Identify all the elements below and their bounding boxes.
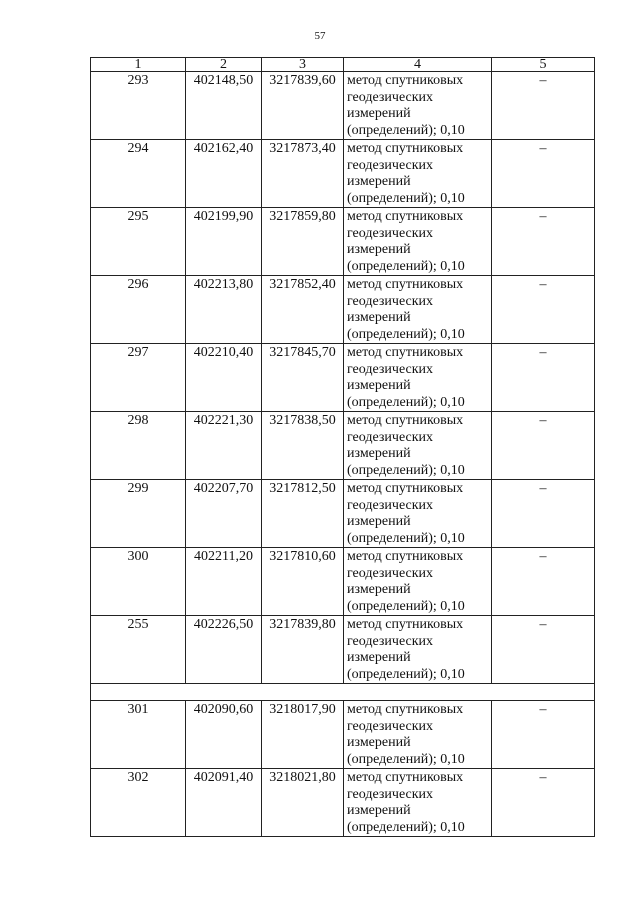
point-number-cell: 296 <box>91 276 186 344</box>
x-coordinate-cell: 402213,80 <box>186 276 262 344</box>
method-cell <box>344 276 492 344</box>
method-cell <box>344 701 492 769</box>
y-coordinate-cell: 3217839,80 <box>262 616 344 684</box>
table-row <box>91 548 595 616</box>
y-coordinate-cell: 3217839,60 <box>262 72 344 140</box>
column-header: 2 <box>186 58 262 72</box>
method-line: измерений <box>347 650 411 665</box>
method-line: метод спутниковых <box>347 549 464 564</box>
y-coordinate-cell: 3217838,50 <box>262 412 344 480</box>
point-number-cell: 301 <box>91 701 186 769</box>
method-line: измерений <box>347 242 411 257</box>
x-coordinate-cell: 402148,50 <box>186 72 262 140</box>
point-number-cell: 295 <box>91 208 186 276</box>
method-line: (определений); 0,10 <box>347 462 465 478</box>
note-cell: – <box>492 344 595 412</box>
note-cell: – <box>492 208 595 276</box>
note-cell: – <box>492 412 595 480</box>
table-row <box>91 344 595 412</box>
method-line: геодезических <box>347 565 434 581</box>
y-coordinate-cell: 3217810,60 <box>262 548 344 616</box>
point-number-cell: 294 <box>91 140 186 208</box>
note-cell: – <box>492 480 595 548</box>
point-number-cell: 302 <box>91 769 186 837</box>
method-cell <box>344 344 492 412</box>
table-row <box>91 480 595 548</box>
table-row <box>91 769 595 837</box>
x-coordinate-cell: 402162,40 <box>186 140 262 208</box>
table-row <box>91 616 595 684</box>
method-cell <box>344 140 492 208</box>
method-line: метод спутниковых <box>347 345 464 360</box>
table-row <box>91 701 595 769</box>
x-coordinate-cell: 402221,30 <box>186 412 262 480</box>
y-coordinate-cell: 3217845,70 <box>262 344 344 412</box>
method-line: метод спутниковых <box>347 481 464 496</box>
x-coordinate-cell: 402091,40 <box>186 769 262 837</box>
point-number-cell: 255 <box>91 616 186 684</box>
column-header: 3 <box>262 58 344 72</box>
note-cell: – <box>492 701 595 769</box>
y-coordinate-cell: 3217852,40 <box>262 276 344 344</box>
method-line: метод спутниковых <box>347 770 464 785</box>
method-line: (определений); 0,10 <box>347 326 465 342</box>
method-line: геодезических <box>347 633 434 649</box>
table-row <box>91 276 595 344</box>
method-cell <box>344 412 492 480</box>
method-line: геодезических <box>347 157 434 173</box>
method-line: геодезических <box>347 497 434 513</box>
x-coordinate-cell: 402226,50 <box>186 616 262 684</box>
table-row <box>91 412 595 480</box>
method-line: метод спутниковых <box>347 73 464 88</box>
method-line: измерений <box>347 106 411 121</box>
y-coordinate-cell: 3217812,50 <box>262 480 344 548</box>
point-number-cell: 297 <box>91 344 186 412</box>
note-cell: – <box>492 140 595 208</box>
table-row <box>91 72 595 140</box>
method-line: (определений); 0,10 <box>347 258 465 274</box>
x-coordinate-cell: 402199,90 <box>186 208 262 276</box>
y-coordinate-cell: 3217873,40 <box>262 140 344 208</box>
method-line: геодезических <box>347 429 434 445</box>
table-row <box>91 208 595 276</box>
method-line: метод спутниковых <box>347 702 464 717</box>
method-line: (определений); 0,10 <box>347 122 465 138</box>
method-line: метод спутниковых <box>347 413 464 428</box>
method-cell <box>344 208 492 276</box>
point-number-cell: 298 <box>91 412 186 480</box>
method-line: геодезических <box>347 718 434 734</box>
method-line: измерений <box>347 735 411 750</box>
method-line: метод спутниковых <box>347 277 464 292</box>
x-coordinate-cell: 402090,60 <box>186 701 262 769</box>
method-line: (определений); 0,10 <box>347 598 465 614</box>
method-cell <box>344 72 492 140</box>
table-header-row <box>91 58 595 72</box>
method-line: геодезических <box>347 293 434 309</box>
note-cell: – <box>492 616 595 684</box>
point-number-cell: 299 <box>91 480 186 548</box>
separator-cell <box>91 684 595 701</box>
method-line: измерений <box>347 514 411 529</box>
y-coordinate-cell: 3218017,90 <box>262 701 344 769</box>
point-number-cell: 300 <box>91 548 186 616</box>
x-coordinate-cell: 402211,20 <box>186 548 262 616</box>
method-cell <box>344 616 492 684</box>
note-cell: – <box>492 548 595 616</box>
page-number: 57 <box>314 30 326 42</box>
method-line: метод спутниковых <box>347 617 464 632</box>
y-coordinate-cell: 3218021,80 <box>262 769 344 837</box>
column-header: 1 <box>91 58 186 72</box>
method-line: (определений); 0,10 <box>347 666 465 682</box>
method-line: измерений <box>347 378 411 393</box>
method-line: измерений <box>347 446 411 461</box>
note-cell: – <box>492 769 595 837</box>
method-line: (определений); 0,10 <box>347 819 465 835</box>
note-cell: – <box>492 72 595 140</box>
method-cell <box>344 480 492 548</box>
y-coordinate-cell: 3217859,80 <box>262 208 344 276</box>
method-line: (определений); 0,10 <box>347 530 465 546</box>
method-line: геодезических <box>347 361 434 377</box>
contour-separator-row <box>91 684 595 701</box>
method-line: (определений); 0,10 <box>347 190 465 206</box>
method-cell <box>344 548 492 616</box>
table-row <box>91 140 595 208</box>
method-line: измерений <box>347 310 411 325</box>
method-line: геодезических <box>347 225 434 241</box>
column-header: 4 <box>344 58 492 72</box>
method-line: (определений); 0,10 <box>347 751 465 767</box>
method-line: измерений <box>347 582 411 597</box>
method-line: метод спутниковых <box>347 209 464 224</box>
table-body <box>91 72 595 837</box>
method-cell <box>344 769 492 837</box>
x-coordinate-cell: 402210,40 <box>186 344 262 412</box>
method-line: измерений <box>347 803 411 818</box>
method-line: измерений <box>347 174 411 189</box>
method-line: геодезических <box>347 89 434 105</box>
column-header: 5 <box>492 58 595 72</box>
method-line: геодезических <box>347 786 434 802</box>
x-coordinate-cell: 402207,70 <box>186 480 262 548</box>
point-number-cell: 293 <box>91 72 186 140</box>
method-line: (определений); 0,10 <box>347 394 465 410</box>
note-cell: – <box>492 276 595 344</box>
coordinates-table <box>90 57 595 837</box>
method-line: метод спутниковых <box>347 141 464 156</box>
